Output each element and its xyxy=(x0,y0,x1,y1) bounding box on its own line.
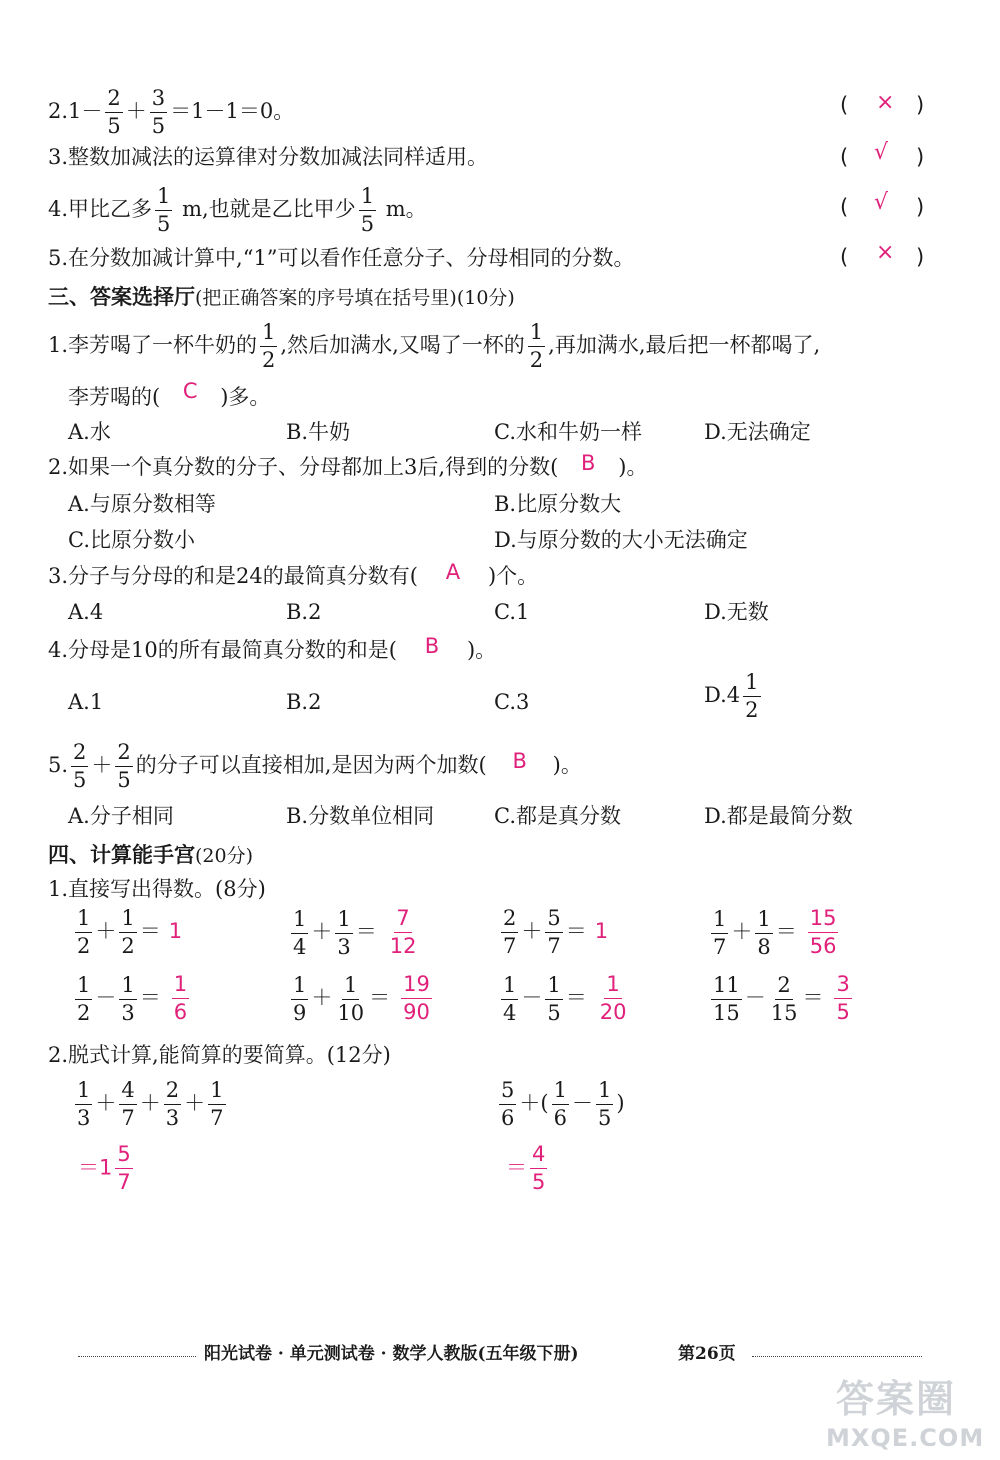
stepwise-calc-2-answer: ＝ $\frac{4}{5}$ xyxy=(506,1142,546,1194)
footer-page-number: 第26页 xyxy=(678,1344,736,1364)
choice-q5-answer: B xyxy=(512,749,527,773)
choice-q3-answer: A xyxy=(445,560,461,584)
section3-note: (把正确答案的序号填在括号里)(10分) xyxy=(195,287,515,309)
choice-q3-option-d: D.无数 xyxy=(704,600,769,624)
judge-q4-left-paren: ( xyxy=(840,195,849,219)
direct-calc-title: 1.直接写出得数。(8分) xyxy=(48,877,266,901)
choice-q2-answer: B xyxy=(581,451,596,475)
section3-title: 三、答案选择厅 xyxy=(48,284,195,309)
direct-calc-item: $\frac{1}{4}$ － $\frac{1}{5}$ ＝ $\frac{1}{20}$ xyxy=(498,974,631,1024)
judge-q2: 2.1－ $\frac{2}{5}$ ＋ $\frac{3}{5}$ ＝1－1＝0。 xyxy=(48,86,295,138)
choice-q4: 4.分母是10的所有最简真分数的和是( B )。 xyxy=(48,634,497,662)
judge-q3-right-paren: ) xyxy=(916,145,925,169)
judge-q4-right-paren: ) xyxy=(916,195,925,219)
direct-calc-answer: 1 xyxy=(168,919,183,943)
judge-q2-answer: × xyxy=(876,90,895,115)
judge-q3-answer: √ xyxy=(874,140,889,165)
judge-q4: 4.甲比乙多 $\frac{1}{5}$ m,也就是乙比甲少 $\frac{1}{5}$ m。 xyxy=(48,184,427,236)
direct-calc-item: $\frac{1}{7}$ ＋ $\frac{1}{8}$ ＝ $\frac{15}{56}$ xyxy=(708,908,841,958)
direct-calc-answer: $\frac{7}{12}$ xyxy=(389,906,417,958)
direct-calc-item: $\frac{11}{15}$ － $\frac{2}{15}$ ＝ $\frac{3}{5}$ xyxy=(708,974,855,1024)
choice-q2-option-a: A.与原分数相等 xyxy=(68,492,216,516)
choice-q1-option-a: A.水 xyxy=(68,420,111,444)
judge-q5-left-paren: ( xyxy=(840,245,849,269)
choice-q1-option-c: C.水和牛奶一样 xyxy=(494,420,642,444)
section4-header xyxy=(48,844,253,866)
direct-calc-item: $\frac{1}{2}$ － $\frac{1}{3}$ ＝ $\frac{1}{6}$ xyxy=(72,974,192,1024)
direct-calc-answer: 1 xyxy=(594,919,609,943)
stepwise-calc-2: $\frac{5}{6}$ ＋( $\frac{1}{6}$ － $\frac{1}{5}$ ) xyxy=(501,1078,625,1130)
choice-q4-option-a: A.1 xyxy=(68,690,104,714)
choice-q5: 5. $\frac{2}{5}$ ＋ $\frac{2}{5}$ 的分子可以直接相加,是因为两个加数( B )。 xyxy=(48,740,582,792)
judge-q2-right-paren: ) xyxy=(916,93,925,117)
choice-q4-answer: B xyxy=(424,634,440,658)
choice-q1-option-b: B.牛奶 xyxy=(286,420,351,444)
choice-q5-option-a: A.分子相同 xyxy=(68,804,174,828)
stepwise-calc-title: 2.脱式计算,能简算的要简算。(12分) xyxy=(48,1043,391,1067)
direct-calc-item: $\frac{1}{2}$ ＋ $\frac{1}{2}$ ＝ 1 xyxy=(77,906,183,958)
judge-q5: 5.在分数加减计算中,“1”可以看作任意分子、分母相同的分数。 xyxy=(48,246,635,270)
direct-calc-item: $\frac{2}{7}$ ＋ $\frac{5}{7}$ ＝ 1 xyxy=(503,906,609,958)
choice-q2-option-c: C.比原分数小 xyxy=(68,528,195,552)
choice-q3-option-a: A.4 xyxy=(68,600,104,624)
watermark-url: MXQE.COM xyxy=(826,1424,985,1452)
choice-q3-option-b: B.2 xyxy=(286,600,322,624)
judge-q4-answer: √ xyxy=(874,190,889,215)
judge-q2-left-paren: ( xyxy=(840,93,849,117)
choice-q5-option-c: C.都是真分数 xyxy=(494,804,621,828)
choice-q4-option-b: B.2 xyxy=(286,690,322,714)
watermark-logo: 答案圈 xyxy=(836,1377,957,1421)
choice-q5-option-d: D.都是最简分数 xyxy=(704,804,853,828)
section4-title: 四、计算能手宫 xyxy=(48,842,195,867)
direct-calc-item: $\frac{1}{9}$ ＋ $\frac{1}{10}$ ＝ $\frac{19}{90}$ xyxy=(288,974,435,1024)
judge-q3-left-paren: ( xyxy=(840,145,849,169)
judge-q5-answer: × xyxy=(876,240,895,265)
choice-q1-line1: 1.李芳喝了一杯牛奶的 $\frac{1}{2}$ ,然后加满水,又喝了一杯的 $\frac{1}{2}$ ,再加满水,最后把一杯都喝了, xyxy=(48,320,821,372)
footer-title: 阳光试卷 · 单元测试卷 · 数学人教版(五年级下册) xyxy=(204,1344,579,1364)
choice-q4-option-c: C.3 xyxy=(494,690,530,714)
direct-calc-item: $\frac{1}{4}$ ＋ $\frac{1}{3}$ ＝ $\frac{7}{12}$ xyxy=(288,908,421,958)
direct-calc-answer: $\frac{1}{20}$ xyxy=(599,972,627,1024)
section3-header xyxy=(48,286,515,308)
choice-q2-option-b: B.比原分数大 xyxy=(494,492,622,516)
direct-calc-answer: $\frac{19}{90}$ xyxy=(403,972,430,1024)
choice-q1-option-d: D.无法确定 xyxy=(704,420,811,444)
choice-q1-line2: 李芳喝的( C )多。 xyxy=(68,379,271,409)
choice-q4-option-d: D.4 $\frac{1}{2}$ xyxy=(704,670,759,722)
direct-calc-answer: $\frac{1}{6}$ xyxy=(173,972,188,1024)
choice-q1-answer: C xyxy=(182,379,198,403)
stepwise-calc-1: $\frac{1}{3}$ ＋ $\frac{4}{7}$ ＋ $\frac{2}{3}$ ＋ $\frac{1}{7}$ xyxy=(77,1078,224,1130)
stepwise-calc-1-answer: ＝1 $\frac{5}{7}$ xyxy=(78,1142,131,1194)
direct-calc-answer: $\frac{15}{56}$ xyxy=(809,906,837,958)
judge-q5-right-paren: ) xyxy=(916,245,925,269)
footer-dots-right xyxy=(752,1356,922,1357)
choice-q5-option-b: B.分数单位相同 xyxy=(286,804,435,828)
direct-calc-answer: $\frac{3}{5}$ xyxy=(836,972,850,1024)
choice-q3: 3.分子与分母的和是24的最简真分数有( A )个。 xyxy=(48,560,539,588)
footer-dots-left xyxy=(78,1356,196,1357)
judge-q3: 3.整数加减法的运算律对分数加减法同样适用。 xyxy=(48,145,489,169)
section4-note: (20分) xyxy=(195,845,254,867)
choice-q2-option-d: D.与原分数的大小无法确定 xyxy=(494,528,748,552)
choice-q3-option-c: C.1 xyxy=(494,600,530,624)
choice-q2: 2.如果一个真分数的分子、分母都加上3后,得到的分数( B )。 xyxy=(48,451,648,479)
